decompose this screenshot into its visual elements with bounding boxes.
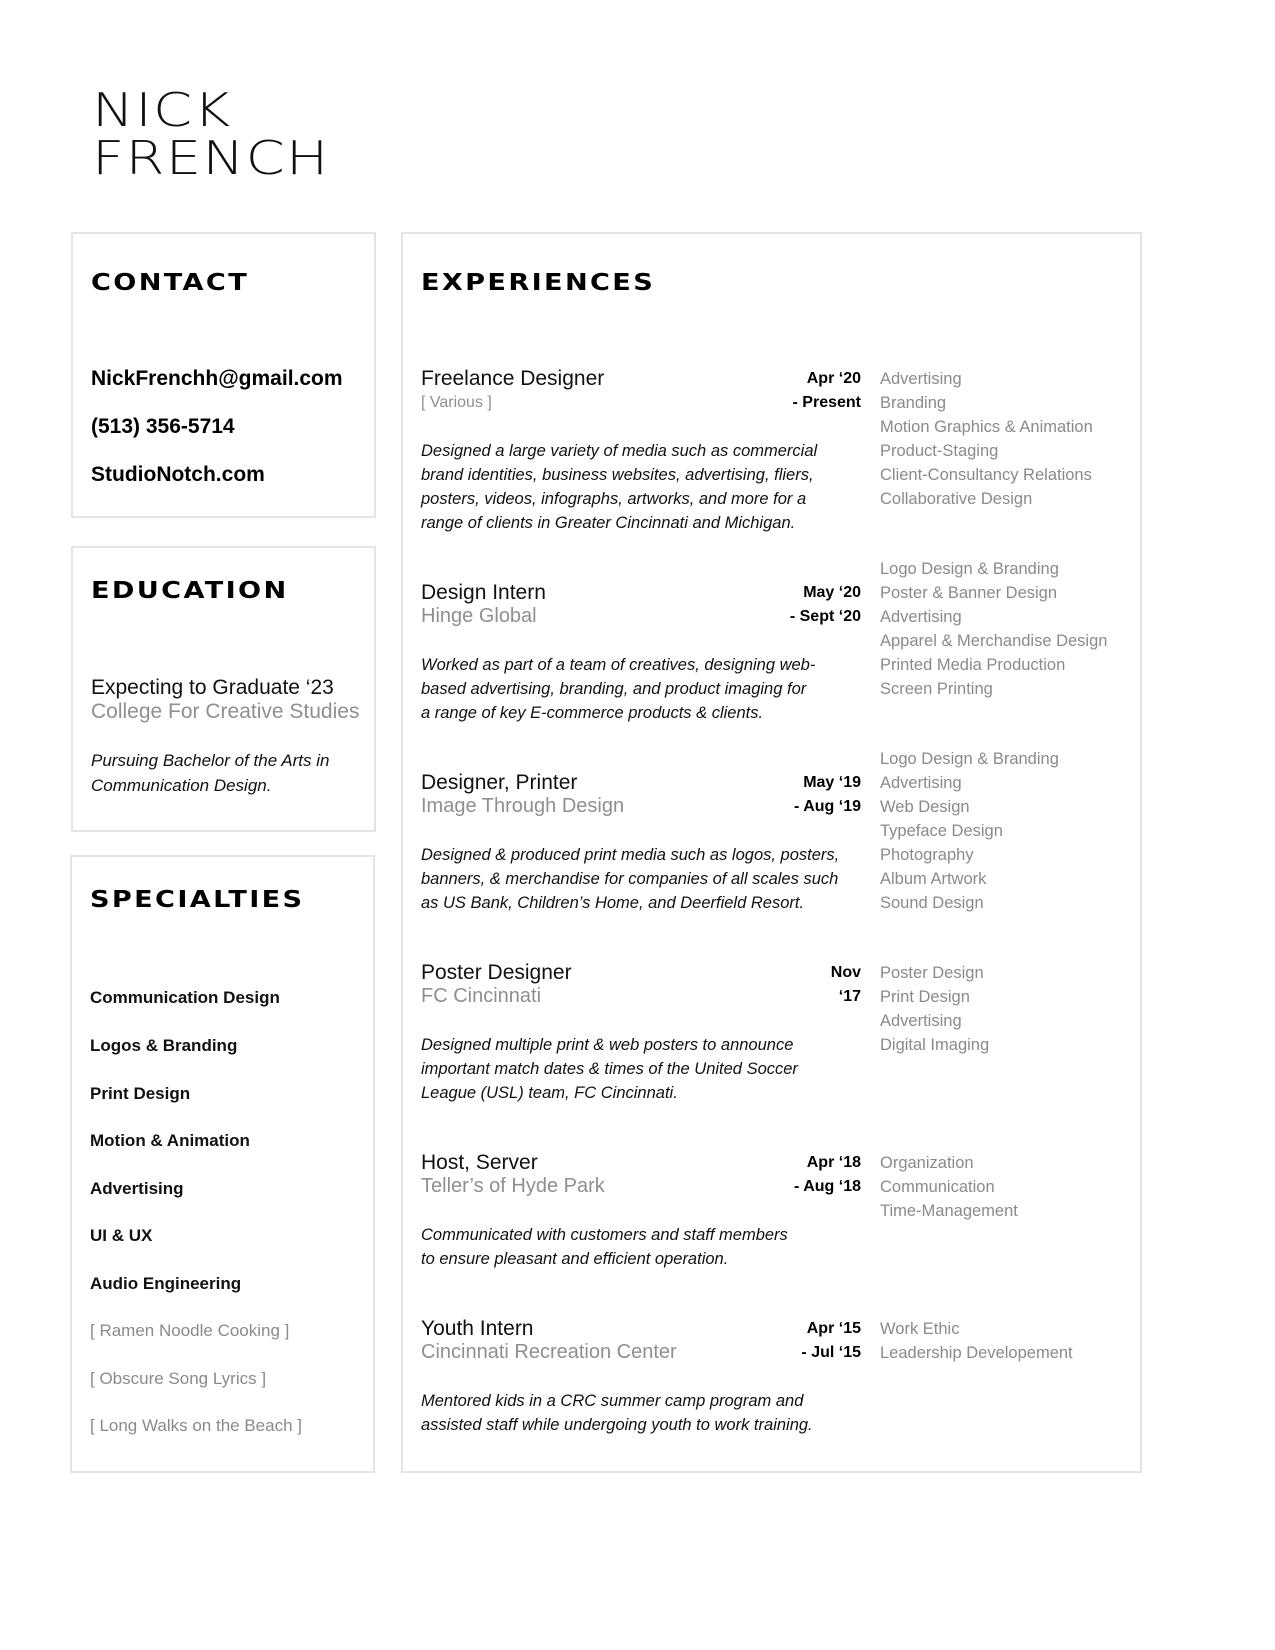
job-description-line: a range of key E-commerce products & clients. (421, 704, 764, 722)
job-entry (421, 1151, 1141, 1301)
job-description (421, 1033, 861, 1105)
job-tag: Work Ethic (880, 1320, 960, 1338)
job-description (421, 843, 861, 915)
job-date-start: Nov (830, 964, 861, 981)
job-tag: Print Design (880, 988, 970, 1006)
job-tag: Advertising (880, 608, 962, 626)
job-description-line: League (USL) team, FC Cincinnati. (421, 1084, 678, 1102)
job-company: Cincinnati Recreation Center (421, 1341, 677, 1363)
job-entry (421, 367, 1141, 557)
specialty-extra: [ Long Walks on the Beach ] (90, 1416, 302, 1435)
specialty-item: Advertising (90, 1179, 184, 1198)
job-tag: Branding (880, 394, 947, 412)
job-company: Hinge Global (421, 605, 537, 627)
job-description-line: posters, videos, infographs, artworks, and more for a (421, 490, 807, 508)
job-tag: Leadership Developement (880, 1344, 1073, 1362)
job-date-end: - Aug ‘18 (794, 1178, 861, 1195)
job-date-end: - Aug ‘19 (794, 798, 861, 815)
first-name: NICK (92, 83, 232, 137)
contact-section (71, 232, 376, 518)
job-tag: Typeface Design (880, 822, 1003, 840)
specialty-item: Communication Design (90, 988, 280, 1007)
education-description-line: Pursuing Bachelor of the Arts in (91, 751, 330, 770)
job-title: Youth Intern (421, 1317, 534, 1340)
job-description-line: Mentored kids in a CRC summer camp program and (421, 1392, 804, 1410)
job-date (721, 581, 861, 629)
job-title: Design Intern (421, 581, 546, 604)
specialty-item: Motion & Animation (90, 1131, 250, 1150)
job-date-end: - Jul ‘15 (801, 1344, 861, 1361)
job-tag: Motion Graphics & Animation (880, 418, 1093, 436)
job-description-line: Worked as part of a team of creatives, designing web- (421, 656, 816, 674)
job-title: Designer, Printer (421, 771, 578, 794)
job-title: Freelance Designer (421, 367, 605, 390)
job-title: Host, Server (421, 1151, 538, 1174)
job-company: FC Cincinnati (421, 985, 542, 1007)
specialties-section (70, 855, 375, 1473)
job-entry (421, 1317, 1141, 1447)
job-description-line: important match dates & times of the United Soccer (421, 1060, 798, 1078)
job-tags (880, 1317, 1073, 1365)
specialty-extra: [ Obscure Song Lyrics ] (90, 1369, 267, 1388)
contact-heading: CONTACT (91, 270, 250, 296)
job-tag: Advertising (880, 1012, 962, 1030)
job-tag: Time-Management (880, 1202, 1018, 1220)
job-description-line: Communicated with customers and staff members (421, 1226, 788, 1244)
job-entry (421, 961, 1141, 1131)
education-heading: EDUCATION (91, 578, 289, 604)
job-tag: Collaborative Design (880, 490, 1033, 508)
education-school: College For Creative Studies (91, 700, 360, 723)
job-tag: Digital Imaging (880, 1036, 990, 1054)
job-description-line: assisted staff while undergoing youth to work training. (421, 1416, 813, 1434)
job-date-end: - Sept ‘20 (789, 608, 861, 625)
job-company: Image Through Design (421, 795, 625, 817)
last-name: FRENCH (92, 131, 330, 185)
specialty-extra: [ Ramen Noodle Cooking ] (90, 1321, 290, 1340)
job-tag: Web Design (880, 798, 970, 816)
job-company: Teller’s of Hyde Park (421, 1175, 605, 1197)
contact-phone[interactable]: (513) 356-5714 (91, 415, 235, 438)
job-tag: Screen Printing (880, 680, 993, 698)
resume-name (92, 83, 330, 185)
job-tag: Logo Design & Branding (880, 750, 1059, 768)
contact-website[interactable]: StudioNotch.com (91, 463, 265, 486)
job-description-line: Designed a large variety of media such as commercial (421, 442, 818, 460)
job-tag: Advertising (880, 370, 962, 388)
job-date-end: ‘17 (838, 988, 861, 1005)
job-tag: Poster Design (880, 964, 984, 982)
job-date-start: Apr ‘18 (806, 1154, 861, 1171)
specialty-item: Print Design (90, 1084, 191, 1103)
job-tags (880, 1151, 1018, 1223)
job-tag: Album Artwork (880, 870, 987, 888)
job-tag: Poster & Banner Design (880, 584, 1058, 602)
job-description-line: to ensure pleasant and efficient operation. (421, 1250, 729, 1268)
job-date-end: - Present (792, 394, 861, 411)
job-entry (421, 560, 1141, 751)
education-status: Expecting to Graduate ‘23 (91, 676, 334, 699)
job-date (721, 1151, 861, 1199)
specialties-heading: SPECIALTIES (90, 887, 305, 913)
job-tags (880, 367, 1093, 511)
job-date (721, 367, 861, 415)
education-description (91, 748, 329, 798)
job-date-start: May ‘19 (803, 774, 861, 791)
job-description (421, 1223, 861, 1271)
job-description (421, 439, 861, 535)
job-description-line: Designed multiple print & web posters to announce (421, 1036, 794, 1054)
job-date-start: Apr ‘15 (806, 1320, 861, 1337)
specialty-item: UI & UX (90, 1226, 153, 1245)
job-description (421, 653, 861, 725)
job-tag: Sound Design (880, 894, 984, 912)
job-description-line: banners, & merchandise for companies of all scales such (421, 870, 839, 888)
job-date-start: Apr ‘20 (806, 370, 861, 387)
contact-email[interactable]: NickFrenchh@gmail.com (91, 367, 343, 390)
experiences-section (401, 232, 1142, 1473)
job-tag: Organization (880, 1154, 974, 1172)
job-tags (880, 961, 989, 1057)
job-description-line: brand identities, business websites, advertising, fliers, (421, 466, 814, 484)
job-description-line: as US Bank, Children’s Home, and Deerfield Resort. (421, 894, 805, 912)
specialty-item: Logos & Branding (90, 1036, 238, 1055)
job-description-line: Designed & produced print media such as logos, posters, (421, 846, 840, 864)
job-date (721, 1317, 861, 1365)
job-tags (880, 747, 1059, 915)
job-date (721, 961, 861, 1009)
experiences-heading: EXPERIENCES (421, 270, 656, 296)
job-tag: Communication (880, 1178, 995, 1196)
job-tag: Product-Staging (880, 442, 999, 460)
education-section (71, 546, 376, 832)
job-tags (880, 557, 1107, 701)
specialty-item: Audio Engineering (90, 1274, 242, 1293)
education-description-line: Communication Design. (91, 776, 272, 795)
job-tag: Logo Design & Branding (880, 560, 1059, 578)
job-title: Poster Designer (421, 961, 572, 984)
job-date (721, 771, 861, 819)
job-tag: Client-Consultancy Relations (880, 466, 1092, 484)
job-description-line: based advertising, branding, and product imaging for (421, 680, 807, 698)
job-tag: Photography (880, 846, 974, 864)
job-tag: Apparel & Merchandise Design (880, 632, 1108, 650)
job-description (421, 1389, 861, 1437)
job-date-start: May ‘20 (803, 584, 861, 601)
job-description-line: range of clients in Greater Cincinnati and Michigan. (421, 514, 796, 532)
job-tag: Printed Media Production (880, 656, 1066, 674)
job-company: [ Various ] (421, 394, 492, 411)
job-tag: Advertising (880, 774, 962, 792)
job-entry (421, 750, 1141, 941)
